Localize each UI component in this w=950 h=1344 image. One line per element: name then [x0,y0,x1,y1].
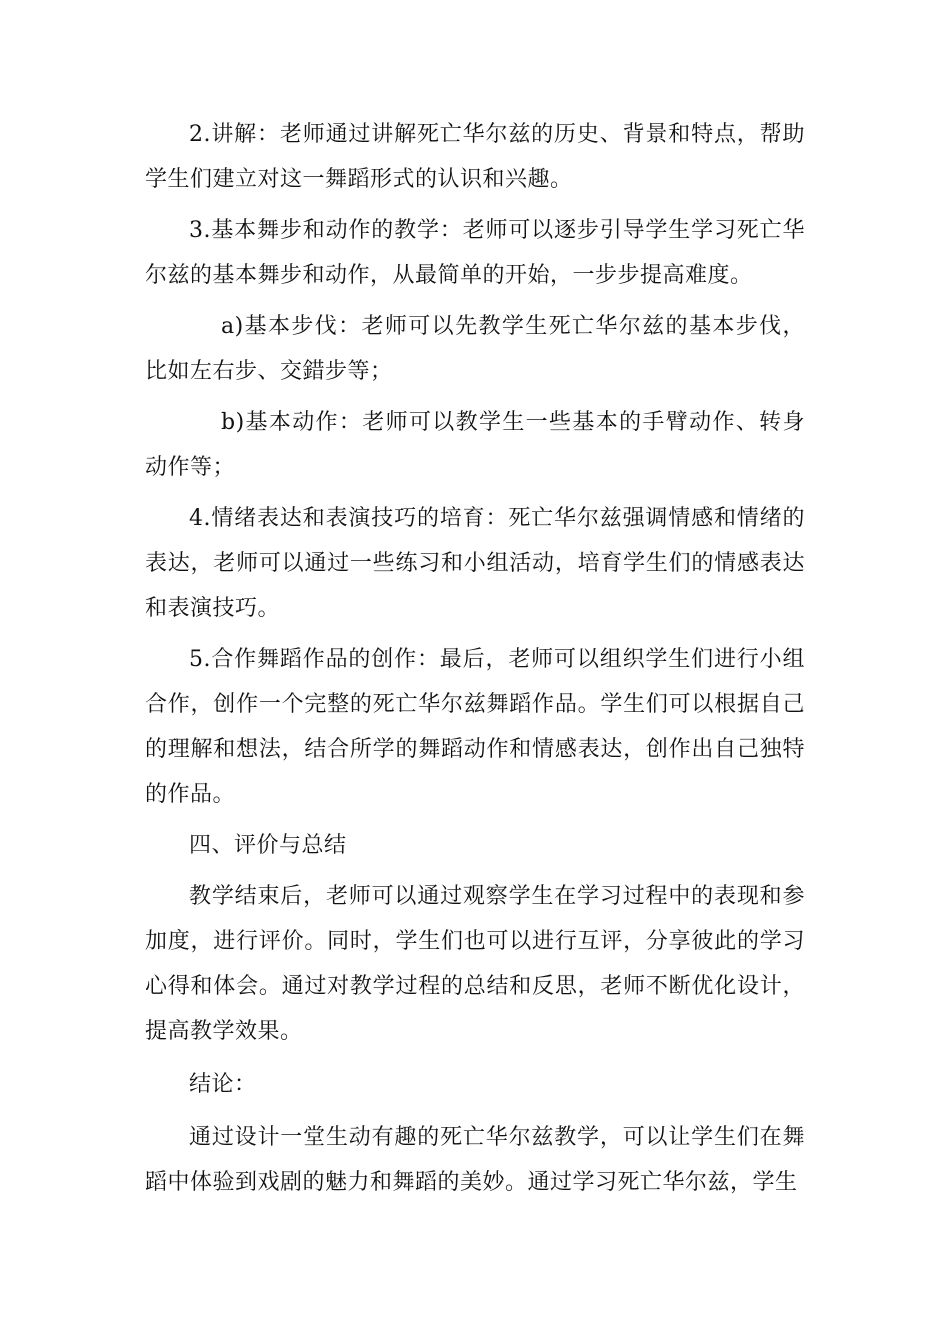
paragraph-basic-steps-teaching: 3.基本舞步和动作的教学：老师可以逐步引导学生学习死亡华尔兹的基本舞步和动作，从最简单的开始，一步步提高难度。 [145,218,805,288]
paragraph-basic-footwork: a)基本步伐：老师可以先教学生死亡华尔兹的基本步伐，比如左右步、交錯步等； [145,314,805,384]
paragraph-lecture: 2.讲解：老师通过讲解死亡华尔兹的历史、背景和特点，帮助学生们建立对这一舞蹈形式的认识和兴趣。 [145,122,805,192]
paragraph-evaluation: 教学结束后，老师可以通过观察学生在学习过程中的表现和参加度，进行评价。同时，学生们也可以进行互评，分享彼此的学习心得和体会。通过对教学过程的总结和反思，老师不断优化设计，提高教学效果。 [145,884,805,1044]
section-heading-evaluation: 四、评价与总结 [189,833,347,858]
paragraph-emotion-expression: 4.情绪表达和表演技巧的培育：死亡华尔兹强调情感和情绪的表达，老师可以通过一些练习和小组活动，培育学生们的情感表达和表演技巧。 [145,506,805,621]
paragraph-cooperative-creation: 5.合作舞蹈作品的创作：最后，老师可以组织学生们进行小组合作，创作一个完整的死亡华尔兹舞蹈作品。学生们可以根据自己的理解和想法，结合所学的舞蹈动作和情感表达，创作出自己独特的作品。 [145,647,805,807]
paragraph-conclusion: 通过设计一堂生动有趣的死亡华尔兹教学，可以让学生们在舞蹈中体验到戏剧的魅力和舞蹈的美妙。通过学习死亡华尔兹，学生 [145,1125,805,1195]
section-heading-conclusion: 结论： [189,1072,257,1097]
document-body [145,112,805,1205]
paragraph-basic-movements: b)基本动作：老师可以教学生一些基本的手臂动作、转身动作等； [145,410,805,480]
